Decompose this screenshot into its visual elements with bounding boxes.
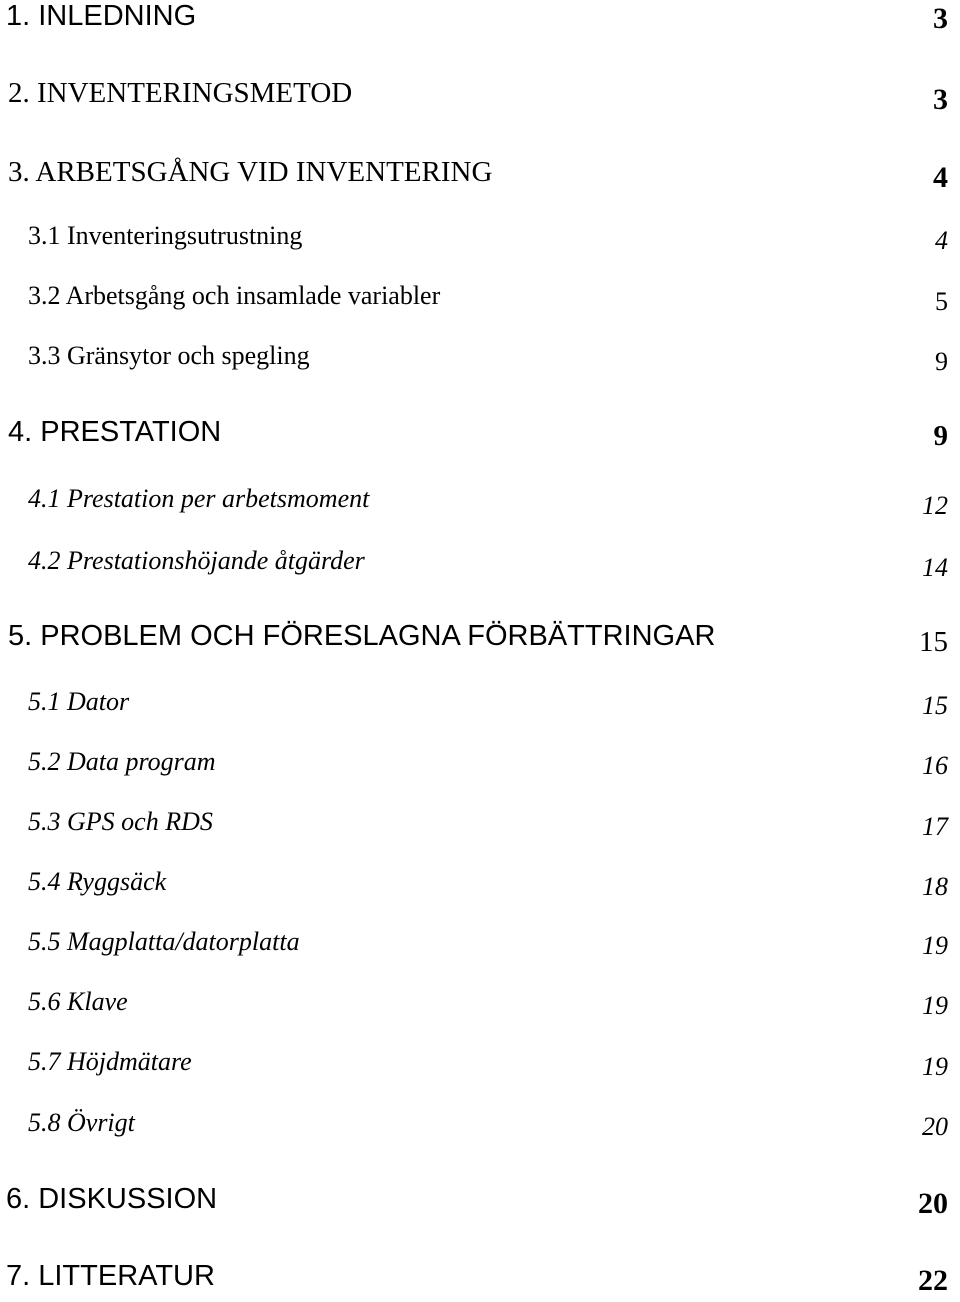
toc-entry-page: 20 xyxy=(918,1187,948,1220)
toc-entry-gransytor[interactable] xyxy=(0,343,960,383)
toc-entry-title: 5. PROBLEM OCH FÖRESLAGNA FÖRBÄTTRINGAR xyxy=(8,620,716,652)
toc-entry-title: 4.2 Prestationshöjande åtgärder xyxy=(28,546,365,575)
toc-entry-title: 5.4 Ryggsäck xyxy=(28,867,167,896)
toc-entry-page: 17 xyxy=(922,812,948,841)
toc-entry-page: 3 xyxy=(933,2,948,35)
toc-entry-page: 20 xyxy=(922,1112,948,1141)
toc-entry-title: 5.6 Klave xyxy=(28,987,128,1016)
toc-entry-title: 5.5 Magplatta/datorplatta xyxy=(28,927,300,956)
toc-entry-page: 12 xyxy=(922,491,948,520)
toc-entry-title: 1. INLEDNING xyxy=(6,0,197,32)
toc-entry-page: 3 xyxy=(933,83,948,116)
toc-entry-inledning[interactable] xyxy=(0,2,960,42)
toc-entry-page: 4 xyxy=(933,161,948,194)
toc-entry-title: 3.3 Gränsytor och spegling xyxy=(28,341,310,370)
toc-entry-title: 4. PRESTATION xyxy=(8,416,222,448)
toc-entry-title: 5.3 GPS och RDS xyxy=(28,807,213,836)
toc-entry-inventeringsutrustning[interactable] xyxy=(0,223,960,263)
toc-entry-page: 4 xyxy=(935,226,948,255)
toc-entry-page: 9 xyxy=(933,420,948,452)
toc-entry-page: 5 xyxy=(935,287,948,316)
toc-entry-hojdmatare[interactable] xyxy=(0,1049,960,1089)
toc-entry-prestation[interactable] xyxy=(0,418,960,458)
toc-entry-title: 4.1 Prestation per arbetsmoment xyxy=(28,484,370,513)
toc-entry-litteratur[interactable] xyxy=(0,1262,960,1302)
toc-entry-ovrigt[interactable] xyxy=(0,1110,960,1150)
toc-entry-title: 5.8 Övrigt xyxy=(28,1108,135,1137)
toc-entry-ryggsack[interactable] xyxy=(0,869,960,909)
toc-entry-arbetsgang-variabler[interactable] xyxy=(0,283,960,323)
toc-entry-page: 19 xyxy=(922,991,948,1020)
toc-entry-title: 3.1 Inventeringsutrustning xyxy=(28,221,303,250)
toc-entry-title: 6. DISKUSSION xyxy=(6,1183,218,1215)
toc-entry-data-program[interactable] xyxy=(0,749,960,789)
toc-entry-page: 15 xyxy=(919,626,948,658)
toc-entry-magplatta[interactable] xyxy=(0,929,960,969)
toc-entry-title: 3. ARBETSGÅNG VID INVENTERING xyxy=(8,156,493,188)
toc-entry-title: 5.1 Dator xyxy=(28,687,130,716)
toc-entry-klave[interactable] xyxy=(0,989,960,1029)
toc-entry-title: 2. INVENTERINGSMETOD xyxy=(8,77,353,109)
toc-entry-prestation-arbetsmoment[interactable] xyxy=(0,486,960,526)
toc-entry-inventeringsmetod[interactable] xyxy=(0,79,960,119)
toc-entry-diskussion[interactable] xyxy=(0,1185,960,1225)
toc-entry-prestationshojande[interactable] xyxy=(0,548,960,588)
toc-entry-page: 19 xyxy=(922,931,948,960)
toc-entry-page: 16 xyxy=(922,751,948,780)
toc-entry-dator[interactable] xyxy=(0,689,960,729)
toc-entry-problem[interactable] xyxy=(0,622,960,662)
toc-entry-title: 5.7 Höjdmätare xyxy=(28,1047,192,1076)
toc-entry-page: 19 xyxy=(922,1052,948,1081)
toc-entry-title: 3.2 Arbetsgång och insamlade variabler xyxy=(28,281,441,310)
toc-entry-gps-rds[interactable] xyxy=(0,809,960,849)
toc-entry-page: 15 xyxy=(922,691,948,720)
toc-entry-page: 9 xyxy=(935,347,948,376)
toc-entry-title: 5.2 Data program xyxy=(28,747,216,776)
toc-entry-arbetsgang[interactable] xyxy=(0,158,960,198)
toc-entry-page: 18 xyxy=(922,872,948,901)
toc-entry-page: 14 xyxy=(922,553,948,582)
toc-entry-title: 7. LITTERATUR xyxy=(6,1260,215,1292)
toc-entry-page: 22 xyxy=(918,1264,948,1297)
